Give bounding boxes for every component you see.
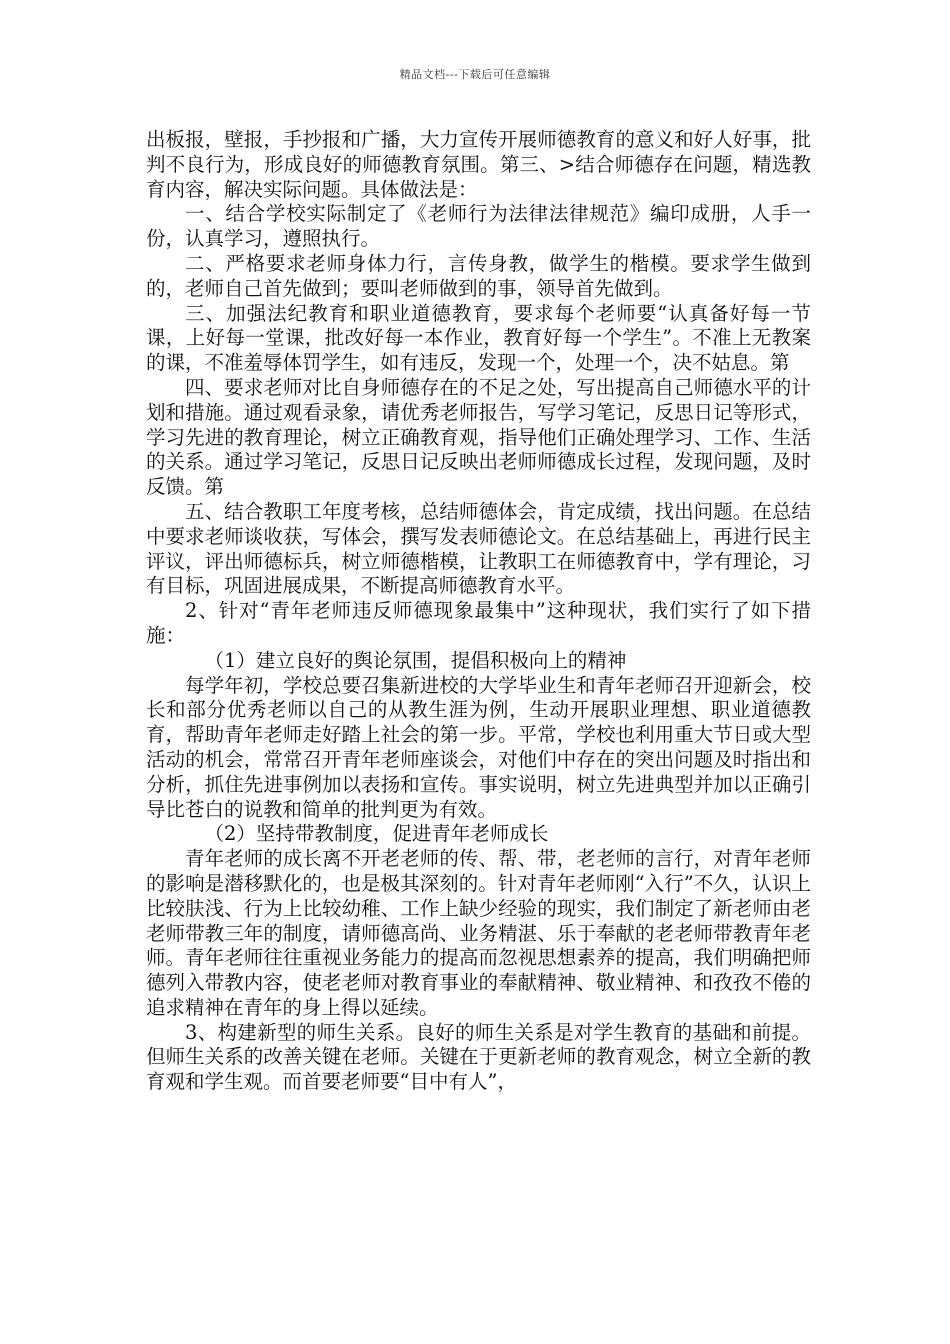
paragraph-9: 青年老师的成长离不开老老师的传、帮、带，老老师的言行，对青年老师的影响是潜移默化的，也是极其深刻的。针对青年老师刚“入行”不久，认识上比较肤浅、行为上比较幼稚、工作上缺少经验的现实，我们制定了新老师由老老师带教三年的制度，请师德高尚、业务精湛、乐于奉献的老老师带教青年老师。青年老师往往重视业务能力的提高而忽视思想素养的提高，我们明确把师德列入带教内容，使老老师对教育事业的奉献精神、敬业精神、和孜孜不倦的追求精神在青年的身上得以延续。 <box>146 847 811 1019</box>
subheading-1: （1）建立良好的舆论氛围，提倡积极向上的精神 <box>204 648 627 672</box>
page-header: 精品文档---下载后可任意编辑 <box>399 68 551 81</box>
paragraph-2: 一、结合学校实际制定了《老师行为法律法律规范》编印成册，人手一份，认真学习，遵照执行。 <box>146 202 811 251</box>
subheading-2: （2）坚持带教制度，促进青年老师成长 <box>204 822 549 846</box>
paragraph-5: 四、要求老师对比自身师德存在的不足之处，写出提高自己师德水平的计划和措施。通过观看录象，请优秀老师报告，写学习笔记，反思日记等形式，学习先进的教育理论，树立正确教育观，指导他们正确处理学习、工作、生活的关系。通过学习笔记，反思日记反映出老师师德成长过程，发现问题，及时反馈。第 <box>146 375 811 499</box>
paragraph-1: 出板报，壁报，手抄报和广播，大力宣传开展师德教育的意义和好人好事，批判不良行为，形成良好的师德教育氛围。第三、>结合师德存在问题，精选教育内容，解决实际问题。具体做法是： <box>146 128 811 201</box>
paragraph-10: 3、构建新型的师生关系。良好的师生关系是对学生教育的基础和前提。但师生关系的改善关键在老师。关键在于更新老师的教育观念，树立全新的教育观和学生观。而首要老师要“目中有人”， <box>146 1020 811 1094</box>
paragraph-8: 每学年初，学校总要召集新进校的大学毕业生和青年老师召开迎新会，校长和部分优秀老师以自己的从教生涯为例，生动开展职业理想、职业道德教育，帮助青年老师走好踏上社会的第一步。平常，学校也利用重大节日或大型活动的机会，常常召开青年老师座谈会，对他们中存在的突出问题及时指出和分析，抓住先进事例加以表扬和宣传。事实说明，树立先进典型并加以正确引导比苍白的说教和简单的批判更为有效。 <box>146 673 811 821</box>
paragraph-4: 三、加强法纪教育和职业道德教育，要求每个老师要“认真备好每一节课，上好每一堂课，批改好每一本作业，教育好每一个学生”。不准上无教案的课，不准羞辱体罚学生，如有违反，发现一个，处理一个，决不姑息。第 <box>146 301 811 375</box>
paragraph-3: 二、严格要求老师身体力行，言传身教，做学生的楷模。要求学生做到的，老师自己首先做到；要叫老师做到的事，领导首先做到。 <box>146 251 811 300</box>
paragraph-6: 五、结合教职工年度考核，总结师德体会，肯定成绩，找出问题。在总结中要求老师谈收获，写体会，撰写发表师德论文。在总结基础上，再进行民主评议，评出师德标兵，树立师德楷模，让教职工在师德教育中，学有理论，习有目标，巩固进展成果，不断提高师德教育水平。 <box>146 499 811 598</box>
document-body <box>146 128 811 1095</box>
paragraph-7: 2、针对“青年老师违反师德现象最集中”这种现状，我们实行了如下措施： <box>146 599 811 647</box>
